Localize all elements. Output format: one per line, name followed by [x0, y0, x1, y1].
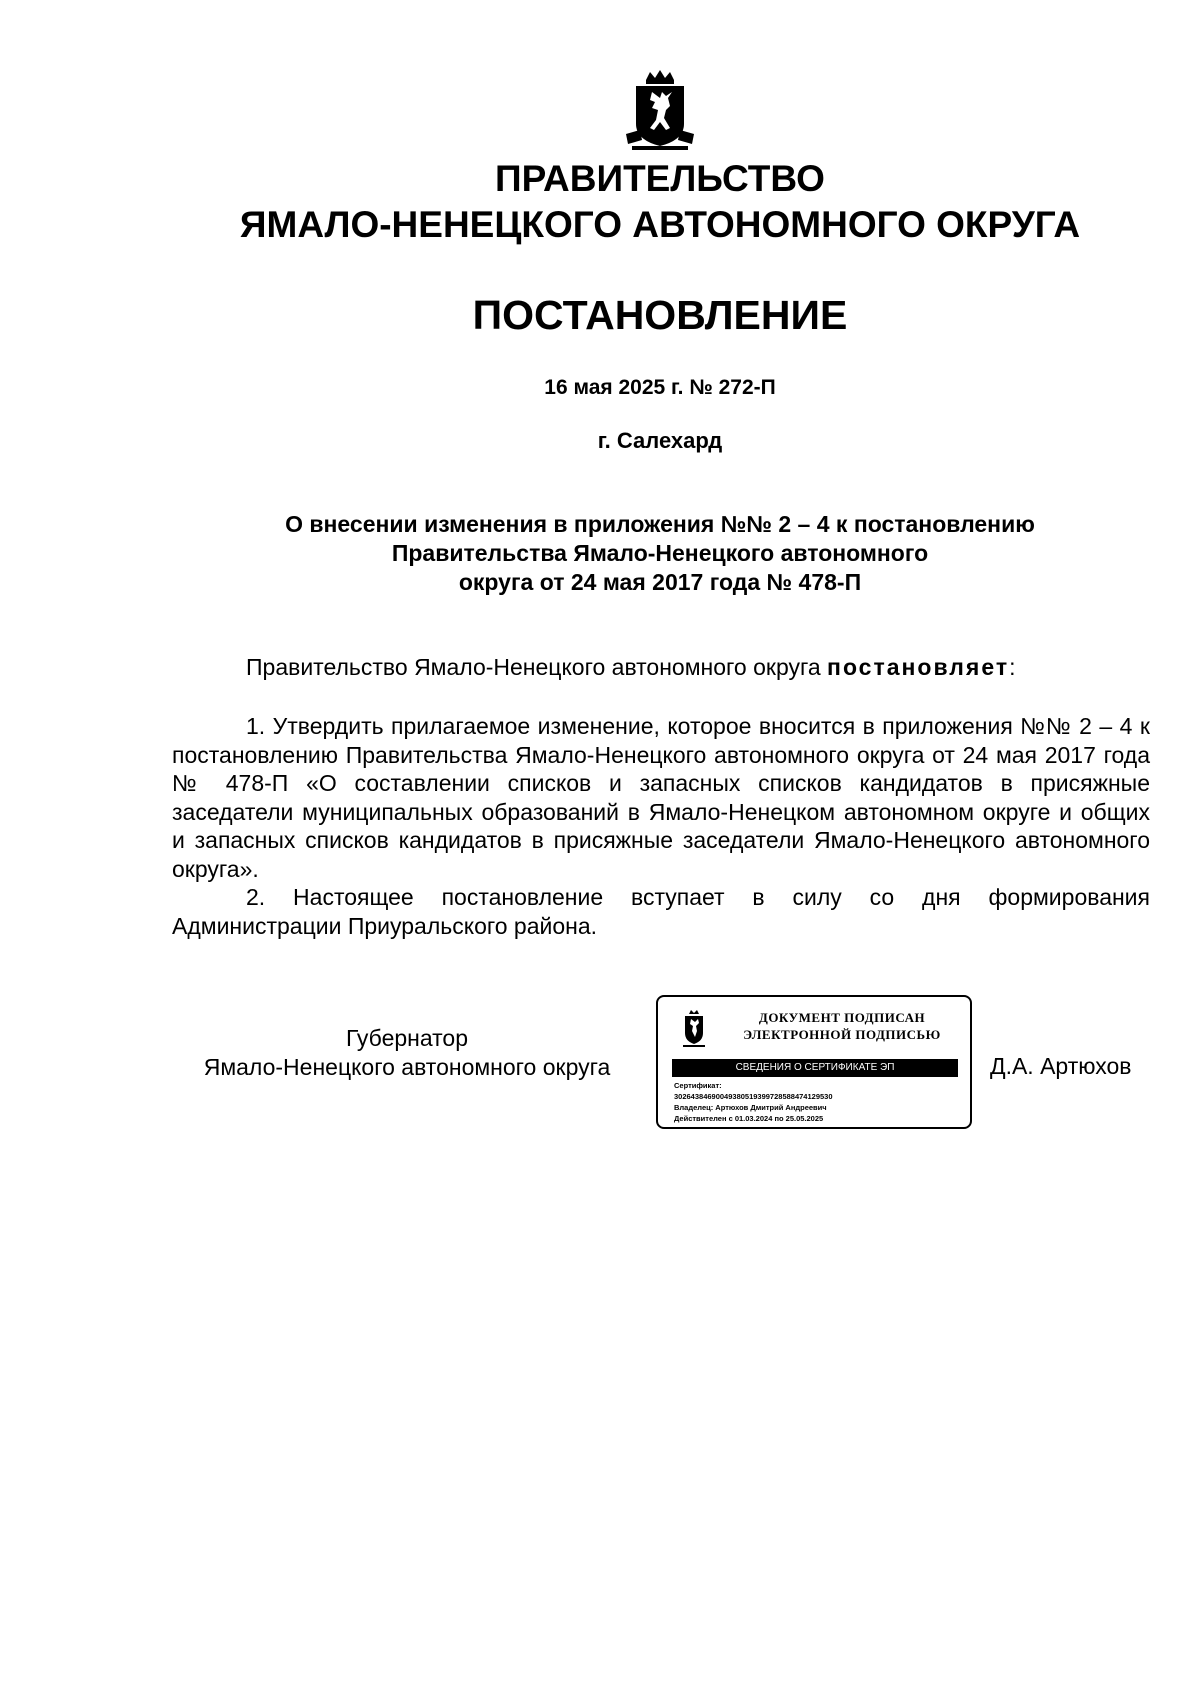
preamble-end: : [1009, 654, 1016, 680]
electronic-signature-stamp [656, 995, 972, 1129]
signatory-name: Д.А. Артюхов [990, 1053, 1132, 1079]
document-body [172, 712, 1150, 940]
subject-line2: Правительства Ямало-Ненецкого автономного [391, 540, 929, 566]
paragraph-2: 2. Настоящее постановление вступает в силу со дня формирования Администрации Приуральского района. [172, 884, 1150, 939]
stamp-title-line1: ДОКУМЕНТ ПОДПИСАН [758, 1010, 926, 1025]
subject-line3: округа от 24 мая 2017 года № 478-П [458, 569, 862, 595]
paragraph-1: 1. Утвердить прилагаемое изменение, которое вносится в приложения №№ 2 – 4 к постановлению Правительства Ямало-Ненецкого автономного округа от 24 мая 2017 года № 478-П «О составлении списков и запасных списков кандидатов в присяжные заседатели муниципальных образований в Ямало-Ненецком автономном округе и общих и запасных списков кандидатов в присяжные заседатели Ямало-Ненецкого автономного округа». [172, 713, 1150, 882]
document-type: ПОСТАНОВЛЕНИЕ [472, 292, 848, 338]
stamp-title-line2: ЭЛЕКТРОННОЙ ПОДПИСЬЮ [743, 1027, 941, 1042]
decree-word: постановляет [827, 654, 1010, 680]
stamp-cert-number: 302643846900493805193997285884741295​30 [674, 1092, 833, 1101]
subject-line1: О внесении изменения в приложения №№ 2 – 4 к постановлению [285, 511, 1035, 537]
date-and-number: 16 мая 2025 г. № 272-П [544, 376, 776, 399]
government-title-line2: ЯМАЛО-НЕНЕЦКОГО АВТОНОМНОГО ОКРУГА [239, 204, 1081, 245]
signatory-position [172, 1024, 642, 1082]
stamp-emblem-icon [680, 1009, 708, 1049]
preamble-text: Правительство Ямало-Ненецкого автономного округа [246, 654, 828, 680]
city: г. Салехард [597, 428, 723, 453]
stamp-owner: Владелец: Артюхов Дмитрий Андреевич [674, 1103, 827, 1112]
signatory-position-line2: Ямало-Ненецкого автономного округа [203, 1054, 611, 1080]
stamp-title [722, 1009, 962, 1043]
stamp-validity: Действителен с 01.03.2024 по 25.05.2025 [674, 1114, 824, 1123]
stamp-cert-label: Сертификат: [674, 1081, 722, 1090]
document-subject [0, 510, 1200, 597]
signatory-position-line1: Губернатор [345, 1025, 469, 1051]
stamp-certificate-header: СВЕДЕНИЯ О СЕРТИФИКАТЕ ЭП [672, 1059, 958, 1077]
coat-of-arms-emblem [622, 70, 698, 154]
preamble [246, 654, 1015, 681]
government-title-line1: ПРАВИТЕЛЬСТВО [495, 158, 825, 199]
government-title [0, 156, 1200, 248]
